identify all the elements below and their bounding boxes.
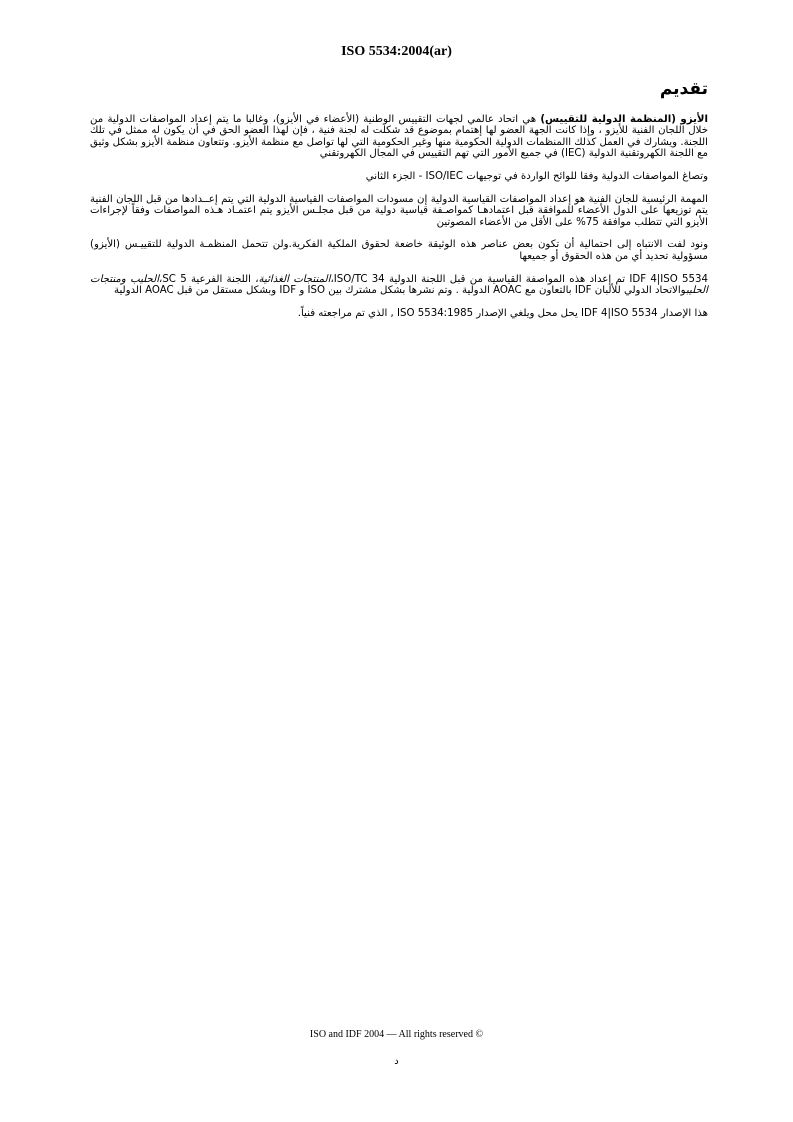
milk-products-italic: الحليب ومنتجات الحليب — [90, 273, 708, 297]
preparation-text-1: IDF 4|ISO 5534 تم إعداد هذه المواصفة القياسية من قبل اللجنة الدولية ISO/TC 34، — [330, 273, 708, 285]
paragraph-iso-intro — [90, 114, 708, 160]
document-header: ISO 5534:2004(ar) — [341, 44, 452, 59]
paragraph-patent-rights: ونود لفت الانتباه إلى احتمالية أن تكون بعض عناصر هذه الوثيقة خاضعة لحقوق الملكية الفكرية.ولن تتحمل المنظمـة الدولية للتقييـس (الأيزو) مسؤولية تحديد أي من هذه الحقوق أو جميعها — [90, 239, 708, 262]
preparation-text-2: ، اللجنة الفرعية SC 5، — [159, 273, 259, 285]
paragraph-preparation — [90, 274, 708, 297]
paragraph-technical-committees: المهمة الرئيسية للجان الفنية هو إعداد المواصفات القياسية الدولية إن مسودات المواصفات القياسية الدولية التي يتم إعــدادها من قبل اللجان الفنية يتم توزيعها على الدول الأعضاء للموافقة قبل اعتمادهـا كمواصـفة قياسية دولية من قبل مجلـس الأيزو يتم اعتمـاد هـذه المواصفات وفقاً لإجراءات الأيزو التي تتطلب موافقة 75% على الأقل من الأعضاء المصوتين — [90, 193, 708, 228]
food-products-italic: المنتجات الغذائية — [258, 273, 331, 285]
paragraph-directives: وتصاغ المواصفات الدولية وفقا للوائح الواردة في توجيهات ISO/IEC - الجزء الثاني — [365, 170, 708, 182]
iso-name-bold: الأيزو (المنظمة الدولية للتقييس) — [540, 113, 708, 125]
section-title: تقديم — [659, 79, 708, 99]
preparation-text-3: والاتحاد الدولي للألبان IDF بالتعاون مع AOAC الدولية . وتم نشرها بشكل مشترك بين ISO و IDF وبشكل مستقل من قبل AOAC الدولية — [114, 285, 686, 297]
copyright-footer: ISO and IDF 2004 — All rights reserved © — [309, 1029, 484, 1040]
paragraph-edition: هذا الإصدار IDF 4|ISO 5534 يحل محل ويلغي الإصدار ISO 5534:1985 , الذي تم مراجعته فنياً. — [297, 307, 708, 319]
page-number: د — [394, 1056, 399, 1067]
paragraph-iso-intro-text: هي اتحاد عالمي لجهات التقييس الوطنية (الأعضاء في الأيزو)، وغالبا ما يتم إعداد المواصفات الدولية من خلال اللجان الفنية للأيزو ، وإذا كانت الجهة العضو لها إهتمام بموضوع قد شكلت له لجنة فنية ، فإن لهذا العضو الحق في أن يكون له ممثل في تلك اللجنة. ويشارك في العمل كذلك االمنظمات الدولية الحكومية منها وغير الحكومية التي لها تواصل مع منظمة الأيزو. وتتعاون منظمة الأيزو بشكل وثيق مع اللجنة الكهروتقنية الدولية (IEC) في جميع الأمور التي تهم التقييس في المجال الكهروتقني — [90, 113, 708, 160]
foreword-content — [90, 79, 708, 330]
